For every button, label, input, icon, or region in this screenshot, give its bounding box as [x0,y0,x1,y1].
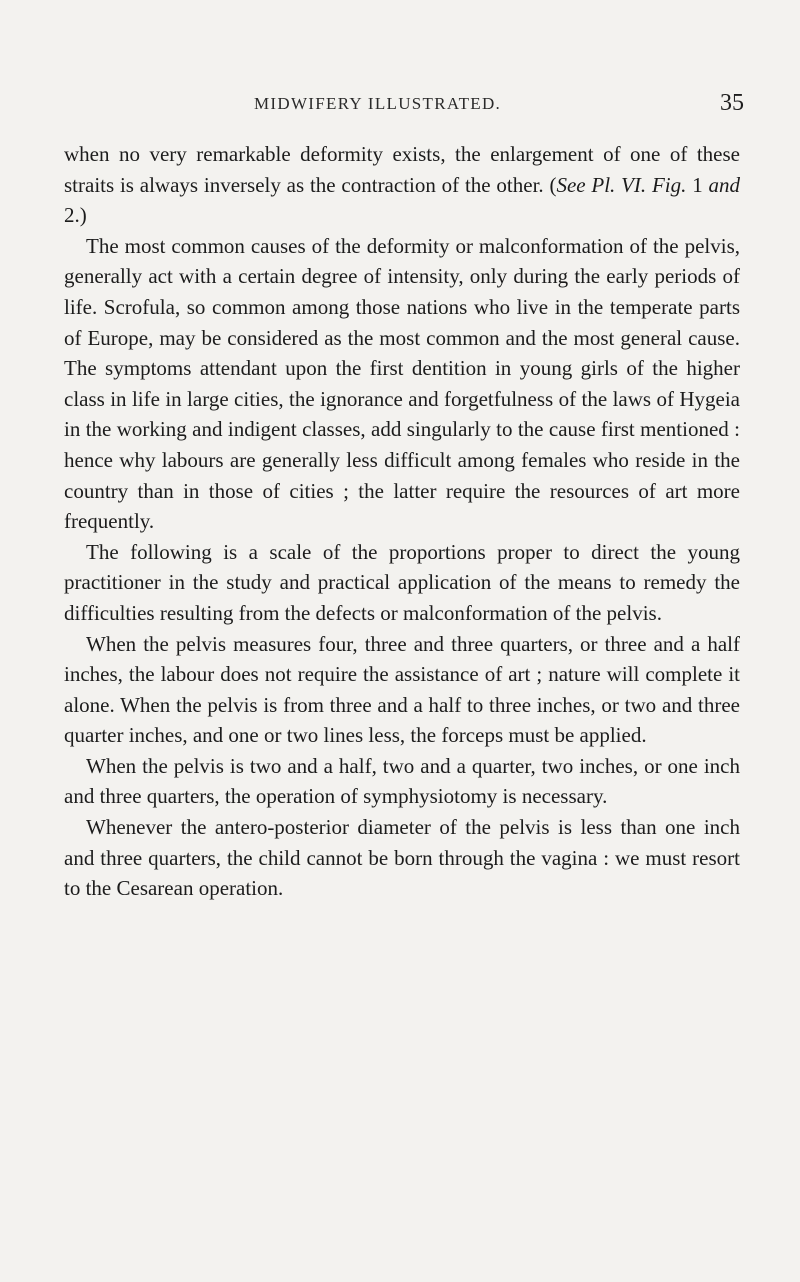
paragraph-1-text: when no very remarkable deformity exists, the enlargement of one of these straits is always inversely as the contraction of the other. ( [64,142,740,197]
figure-reference: See Pl. VI. Fig. [556,172,687,197]
figure-reference-end: 2.) [64,203,87,228]
figure-number: 1 [686,172,709,197]
paragraph-2: The most common causes of the deformity or malconformation of the pelvis, generally act with a certain degree of intensity, only during the early periods of life. Scrofula, so common among those nations who live in the temperate parts of Europe, may be considered as the most common and the most general cause. The symptoms attendant upon the first dentition in young girls of the higher class in life in large cities, the ignorance and forgetfulness of the laws of Hygeia in the working and indigent classes, add singularly to the cause first mentioned : hence why labours are generally less difficult among females who reside in the country than in those of cities ; the latter require the resources of art more frequently. [64,233,740,534]
paragraph-3: The following is a scale of the proportions proper to direct the young practitioner in the study and practical application of the means to remedy the difficulties resulting from the defects or malconformation of the pelvis. [64,539,740,625]
body-text [64,139,740,904]
paragraph-4: When the pelvis measures four, three and three quarters, or three and a half inches, the labour does not require the assistance of art ; nature will complete it alone. When the pelvis is from three and a half to three inches, or two and three quarter inches, and one or two lines less, the forceps must be applied. [64,631,740,748]
paragraph-6: Whenever the antero-posterior diameter of the pelvis is less than one inch and three quarters, the child cannot be born through the vagina : we must resort to the Cesarean operation. [64,815,740,901]
page-number: 35 [720,90,744,116]
figure-conjunction: and [708,172,740,197]
paragraph-5: When the pelvis is two and a half, two and a quarter, two inches, or one inch and three quarters, the operation of symphysiotomy is necessary. [64,753,740,809]
page-header [64,90,744,124]
running-head: MIDWIFERY ILLUSTRATED. [254,94,502,113]
paragraph-1 [64,139,740,231]
